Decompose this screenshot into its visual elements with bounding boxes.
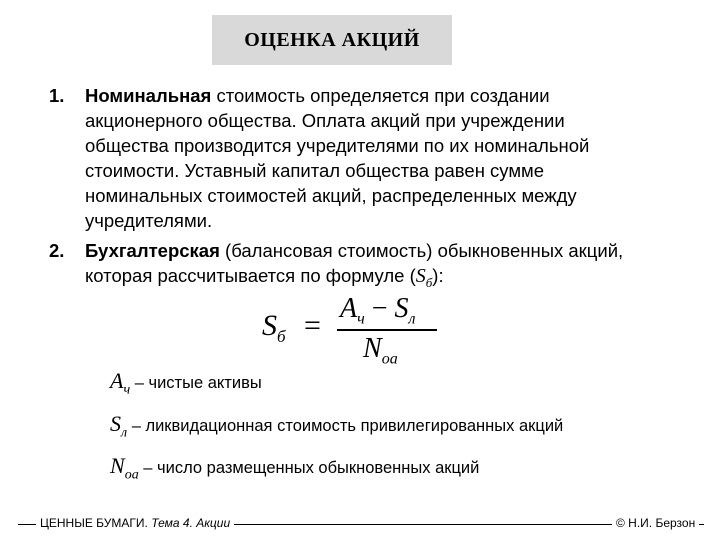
item-text xyxy=(85,83,685,233)
item-line: общества производится учредителями по их номинальной xyxy=(85,135,590,156)
legend-item-net-assets xyxy=(110,368,262,398)
legend-text: – ликвидационная стоимость привилегированных акций xyxy=(127,417,564,435)
item-line: Бухгалтерская (балансовая стоимость) обыкновенных акций, xyxy=(85,240,624,261)
fraction-bar xyxy=(337,329,437,331)
formula-equals: = xyxy=(304,309,321,342)
item-term: Номинальная xyxy=(85,85,212,106)
item-line: номинальных стоимостей акций, распределенных между xyxy=(85,185,577,206)
item-line: Номинальная стоимость определяется при создании xyxy=(85,85,550,106)
formula-numerator: $A_ч - S_л$ xyxy=(340,293,416,328)
item-line: акционерного общества. Оплата акций при учреждении xyxy=(85,110,565,131)
formula-denominator: $N_{оа}$ xyxy=(363,333,398,368)
item-line: стоимости. Уставный капитал общества равен сумме xyxy=(85,160,545,181)
legend-symbol: $S_л$ xyxy=(110,411,128,441)
item-line: учредителями. xyxy=(85,210,213,231)
legend-text: – число размещенных обыкновенных акций xyxy=(138,459,480,477)
legend-text: – чистые активы xyxy=(130,374,262,392)
item-number: 2. xyxy=(49,240,65,261)
legend-item-liquidation-value xyxy=(110,411,563,441)
item-number: 1. xyxy=(49,85,65,106)
formula xyxy=(258,293,458,373)
legend-symbol: $A_ч$ xyxy=(110,368,131,398)
footer-copyright: © Н.И. Берзон xyxy=(612,516,699,530)
item-text xyxy=(85,238,685,295)
formula-symbol: $S_б$ xyxy=(415,265,433,290)
footer-course-label: ЦЕННЫЕ БУМАГИ. Тема 4. Акции xyxy=(36,516,234,530)
item-line: которая рассчитывается по формуле $(S_б)$: xyxy=(85,265,444,290)
item-term: Бухгалтерская xyxy=(85,240,220,261)
legend-symbol: $N_{оа}$ xyxy=(110,453,139,483)
legend-item-shares-count xyxy=(110,453,479,483)
slide-title: ОЦЕНКА АКЦИЙ xyxy=(212,15,452,65)
formula-lhs: $S_б$ xyxy=(262,309,286,346)
